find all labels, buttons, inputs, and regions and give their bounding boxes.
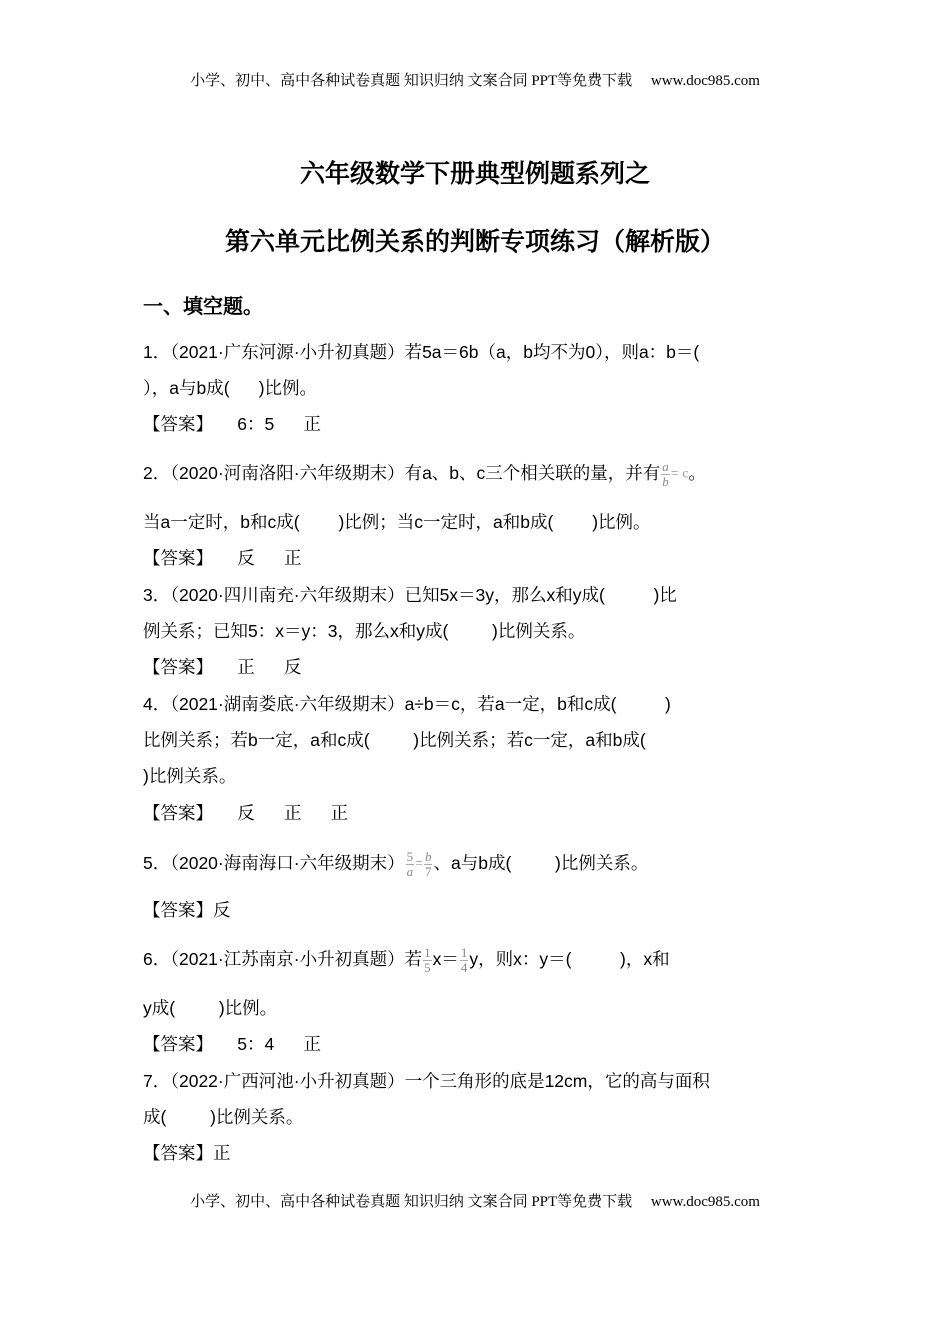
question-7-line-1: 7．（2022·广西河池·小升初真题）一个三角形的底是12cm，它的高与面积 — [143, 1071, 710, 1091]
document-title: 六年级数学下册典型例题系列之 — [299, 160, 650, 188]
question-1-answer: 【答案】 6：5 正 — [143, 414, 321, 434]
page-header — [0, 69, 950, 90]
question-6-line-1 — [143, 946, 670, 975]
question-4-answer: 【答案】 反 正 正 — [143, 803, 349, 823]
question-4-line-1: 4．（2021·湖南娄底·六年级期末）a÷b＝c，若a一定，b和c成( ) — [143, 694, 671, 714]
section-heading: 一、填空题。 — [143, 296, 263, 318]
question-5-text-end: 、a与b成( )比例关系。 — [433, 853, 649, 874]
denominator: 4 — [460, 960, 468, 975]
header-site-link[interactable]: www.doc985.com — [650, 73, 760, 89]
header-text: 小学、初中、高中各种试卷真题 知识归纳 文案合同 PPT等免费下载 — [190, 73, 633, 89]
question-2-line-1 — [143, 460, 706, 489]
document-subtitle: 第六单元比例关系的判断专项练习（解析版） — [224, 228, 725, 256]
question-2-line-2: 当a一定时，b和c成( )比例；当c一定时，a和b成( )比例。 — [143, 512, 651, 532]
question-3-line-2: 例关系；已知5：x＝y：3，那么x和y成( )比例关系。 — [143, 621, 586, 641]
question-4-line-3: )比例关系。 — [143, 766, 237, 786]
footer-site-link[interactable]: www.doc985.com — [650, 1194, 760, 1210]
question-6-text-end: y，则x：y＝( )，x和 — [469, 949, 670, 970]
question-7-line-2: 成( )比例关系。 — [143, 1107, 304, 1127]
question-6-answer: 【答案】 5：4 正 — [143, 1034, 321, 1054]
fraction-1-over-5 — [423, 946, 432, 975]
question-1-line-1: 1．（2021·广东河源·小升初真题）若5a＝6b（a，b均不为0），则a：b＝( — [143, 342, 700, 362]
question-1-line-2: ），a与b成( )比例。 — [143, 378, 318, 398]
denominator: b — [662, 474, 669, 489]
numerator: a — [662, 459, 669, 474]
fraction-5-over-a — [406, 850, 415, 879]
question-5-answer: 【答案】反 — [143, 900, 231, 920]
numerator: 1 — [424, 945, 431, 960]
fraction-b-over-7 — [424, 850, 433, 879]
denominator: a — [406, 864, 414, 879]
numerator: 1 — [460, 945, 468, 960]
question-6-line-2: y成( )比例。 — [143, 998, 278, 1018]
question-3-answer: 【答案】 正 反 — [143, 657, 302, 677]
fraction-a-over-b — [661, 460, 670, 489]
question-5-line-1 — [143, 850, 648, 879]
question-4-line-2: 比例关系；若b一定，a和c成( )比例关系；若c一定，a和b成( — [143, 730, 646, 750]
numerator: b — [424, 849, 432, 864]
question-2-answer: 【答案】 反 正 — [143, 548, 302, 568]
equals-c: = c — [670, 466, 689, 482]
fraction-1-over-4 — [460, 946, 469, 975]
question-6-mid: x＝ — [432, 949, 459, 970]
question-2-text: 2．（2020·河南洛阳·六年级期末）有a、b、c三个相关联的量，并有 — [143, 463, 661, 484]
footer-text: 小学、初中、高中各种试卷真题 知识归纳 文案合同 PPT等免费下载 — [190, 1194, 633, 1210]
period: 。 — [688, 463, 706, 484]
equals-sign: = — [415, 856, 423, 872]
question-7-answer: 【答案】正 — [143, 1143, 231, 1163]
numerator: 5 — [406, 849, 414, 864]
denominator: 7 — [424, 864, 432, 879]
question-6-text: 6．（2021·江苏南京·小升初真题）若 — [143, 949, 423, 970]
denominator: 5 — [424, 960, 431, 975]
question-3-line-1: 3．（2020·四川南充·六年级期末）已知5x＝3y，那么x和y成( )比 — [143, 585, 677, 605]
page-footer — [0, 1190, 950, 1211]
question-5-text: 5．（2020·海南海口·六年级期末） — [143, 853, 405, 874]
